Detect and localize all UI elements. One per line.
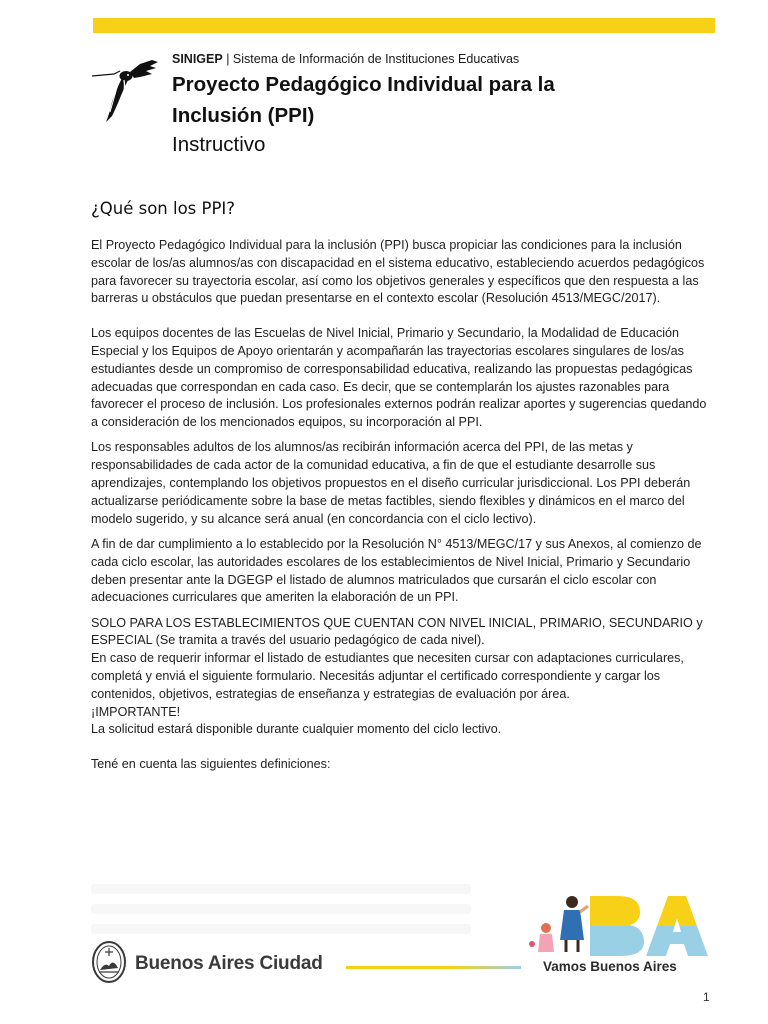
title-line-2: Inclusión (PPI) — [172, 104, 315, 127]
hummingbird-logo-icon — [90, 54, 162, 124]
paragraph-1: El Proyecto Pedagógico Individual para la inclusión (PPI) busca propiciar las condiciones para la inclusión escolar de los/as alumnos/as con discapacidad en el sistema educativo, estableciendo acuerdos pedagógicos para favorecer su trayectoria escolar, así como los objetivos generales y específicos que den respuesta a las barreras u obstáculos que puedan presentarse en el contexto escolar (Resolución 4513/MEGC/2017). — [91, 238, 705, 306]
top-accent-bar — [93, 18, 715, 33]
paragraph-5: SOLO PARA LOS ESTABLECIMIENTOS QUE CUENTAN CON NIVEL INICIAL, PRIMARIO, SECUNDARIO y ESPECIAL (Se tramita a través del usuario pedagógico de cada nivel). — [91, 615, 703, 648]
document-subtitle: Instructivo — [172, 133, 266, 156]
title-line-1: Proyecto Pedagógico Individual para la — [172, 73, 555, 96]
paragraph-8: La solicitud estará disponible durante cualquier momento del ciclo lectivo. — [91, 722, 502, 737]
paragraph-2: Los equipos docentes de las Escuelas de Nivel Inicial, Primario y Secundario, la Modalidad de Educación Especial y los Equipos de Apoyo orientarán y acompañarán las trayectorias escolares singulares de los/as estudiantes desde un compromiso de corresponsabilidad educativa, realizando las propuestas pedagógicas adecuadas que correspondan en cada caso. Es decir, que se contemplarán los ajustes razonables para favorecer el proceso de inclusión. Los profesionales externos podrán realizar aportes y sugerencias quedando a consideración de los mencionados equipos, su incorporación al PPI. — [91, 326, 707, 430]
faded-background-text — [91, 884, 471, 944]
footer-brand: Buenos Aires Ciudad — [135, 953, 323, 974]
city-seal-icon — [91, 940, 127, 984]
system-name: | Sistema de Información de Instituciones Educativas — [222, 52, 520, 66]
important-note: ¡IMPORTANTE! — [91, 704, 181, 719]
document-header — [172, 51, 732, 159]
ba-slogan: Vamos Buenos Aires — [543, 959, 677, 974]
paragraph-4: A fin de dar cumplimiento a lo establecido por la Resolución N° 4513/MEGC/17 y sus Anexos, al comienzo de cada ciclo escolar, las autoridades escolares de los establecimientos de Nivel Inicial, Primario y Secundario deben presentar ante la DGEGP el listado de alumnos matriculados que cursarán el ciclo escolar con adecuaciones curriculares que ameriten la elaboración de un PPI. — [91, 536, 702, 605]
paragraph-3: Los responsables adultos de los alumnos/as recibirán información acerca del PPI, de las metas y responsabilidades de cada actor de la comunidad educativa, a fin de que el estudiante desarrolle sus aprendizajes, contemplando los objetivos propuestos en el diseño curricular jurisdiccional. Los PPI deberán actualizarse periódicamente sobre la base de metas factibles, siendo flexibles y dinámicos en el marco del modelo sugerido, y su alcance será anual (en concordancia con el ciclo lectivo). — [91, 440, 691, 526]
footer-accent-line — [346, 966, 521, 969]
paragraph-9: Tené en cuenta las siguientes definiciones: — [91, 757, 331, 772]
document-title — [172, 69, 732, 131]
paragraph-6: En caso de requerir informar el listado de estudiantes que necesiten cursar con adaptaciones curriculares, completá y enviá el siguiente formulario. Necesitás adjuntar el certificado correspondiente y cargar los contenidos, objetivos, estrategias de enseñanza y estrategias de evaluación por área. — [91, 651, 684, 701]
section-heading: ¿Qué son los PPI? — [91, 199, 236, 218]
system-line — [172, 51, 732, 67]
page-number: 1 — [703, 990, 710, 1004]
document-body — [91, 237, 713, 774]
system-code: SINIGEP — [172, 52, 223, 66]
